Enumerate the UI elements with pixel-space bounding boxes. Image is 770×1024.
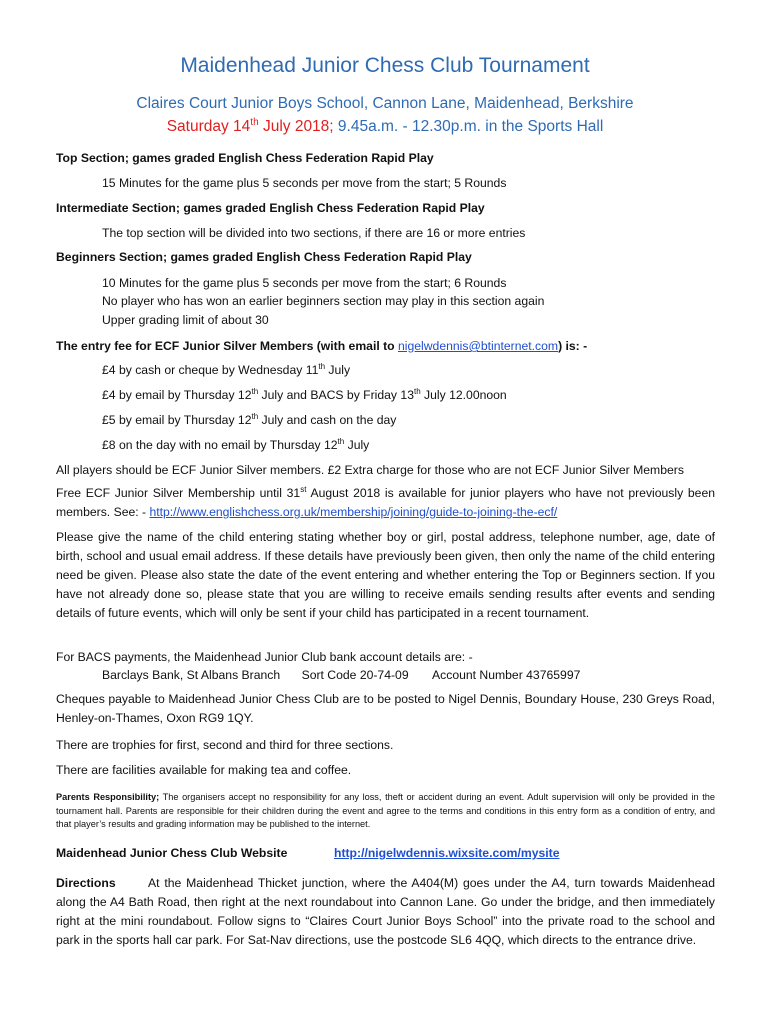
- club-website-link[interactable]: http://nigelwdennis.wixsite.com/mysite: [334, 846, 560, 860]
- entry-details-paragraph: Please give the name of the child entering stating whether boy or girl, postal address, telephone number, age, date of birth, school and usual email address. If these details have previously been given, then only the name of the child entering need be given. Please also state the date of the event entering and whether entering the Top or Beginners section. If you have not already done so, please state that you are willing to receive emails sending results after events and sending details of future events, which will only be sent if your child has participated in a recent tournament.: [56, 530, 715, 620]
- cheques-paragraph: Cheques payable to Maidenhead Junior Chess Club are to be posted to Nigel Dennis, Boundary House, 230 Greys Road, Henley-on-Thames, Oxon RG9 1QY.: [56, 692, 715, 725]
- beginners-detail-2: No player who has won an earlier beginners section may play in this section again: [102, 294, 545, 308]
- ecf-membership-link[interactable]: http://www.englishchess.org.uk/membership/joining/guide-to-joining-the-ecf/: [149, 505, 558, 519]
- entry-fee-heading: The entry fee for ECF Junior Silver Members (with email to nigelwdennis@btinternet.com) is: -: [56, 339, 588, 353]
- beginners-detail-1: 10 Minutes for the game plus 5 seconds per move from the start; 6 Rounds: [102, 276, 507, 290]
- fee-item: £8 on the day with no email by Thursday 12th July: [102, 436, 370, 452]
- event-time: 9.45a.m. - 12.30p.m. in the Sports Hall: [337, 118, 604, 135]
- page-title: Maidenhead Junior Chess Club Tournament: [180, 54, 590, 77]
- fee-item: £4 by email by Thursday 12th July and BACS by Friday 13th July 12.00noon: [102, 386, 507, 402]
- directions-paragraph: Directions At the Maidenhead Thicket junction, where the A404(M) goes under the A4, turn towards Maidenhead along the A4 Bath Road, then right at the next roundabout into Cannon Lane. Go under the bridge, and then immediately right at the mini roundabout. Follow signs to “Claires Court Junior Boys School” into the private road to the school and park in the sports hall car park. For Sat-Nav directions, use the postcode SL6 4QQ, which directs to the entrance drive.: [56, 876, 715, 947]
- date-line: [0, 118, 770, 136]
- bank-details: [102, 668, 580, 682]
- bacs-intro: For BACS payments, the Maidenhead Junior Club bank account details are: -: [56, 650, 473, 664]
- beginners-section-heading: Beginners Section; games graded English Chess Federation Rapid Play: [56, 250, 472, 264]
- fee-item: £5 by email by Thursday 12th July and cash on the day: [102, 411, 397, 427]
- beginners-detail-3: Upper grading limit of about 30: [102, 313, 269, 327]
- facilities-note: There are facilities available for making tea and coffee.: [56, 763, 352, 777]
- account-number: Account Number 43765997: [432, 668, 581, 682]
- sort-code: Sort Code 20-74-09: [301, 668, 409, 682]
- members-note: All players should be ECF Junior Silver members. £2 Extra charge for those who are not ECF Junior Silver Members: [56, 463, 684, 477]
- directions-label: Directions: [56, 876, 116, 890]
- website-link-wrap: [334, 846, 560, 860]
- website-label: Maidenhead Junior Chess Club Website: [56, 846, 288, 860]
- intermediate-section-heading: Intermediate Section; games graded English Chess Federation Rapid Play: [56, 201, 485, 215]
- organiser-email-link[interactable]: nigelwdennis@btinternet.com: [398, 339, 559, 353]
- bank-name: Barclays Bank, St Albans Branch: [102, 668, 281, 682]
- free-membership-paragraph: Free ECF Junior Silver Membership until 31st August 2018 is available for junior players who have not previously been members. See: - http://www.englishchess.org.uk/membership/joining/guide-to-joining-the-ecf/: [56, 484, 716, 519]
- trophies-note: There are trophies for first, second and third for three sections.: [56, 738, 394, 752]
- venue-line: Claires Court Junior Boys School, Cannon Lane, Maidenhead, Berkshire: [136, 95, 634, 112]
- top-section-detail: 15 Minutes for the game plus 5 seconds per move from the start; 5 Rounds: [102, 176, 507, 190]
- parents-responsibility: Parents Responsibility; The organisers accept no responsibility for any loss, theft or accident during an event. Adult supervision will only be provided in the tournament hall. Parents are responsible for their children during the event and agree to the terms and conditions in this entry form as a condition of entry, and that player’s results and grading information may be published to the internet.: [56, 792, 715, 829]
- fee-item: £4 by cash or cheque by Wednesday 11th July: [102, 361, 351, 377]
- top-section-heading: Top Section; games graded English Chess Federation Rapid Play: [56, 151, 434, 165]
- event-date: Saturday 14th July 2018;: [166, 116, 334, 135]
- intermediate-section-detail: The top section will be divided into two sections, if there are 16 or more entries: [102, 226, 526, 240]
